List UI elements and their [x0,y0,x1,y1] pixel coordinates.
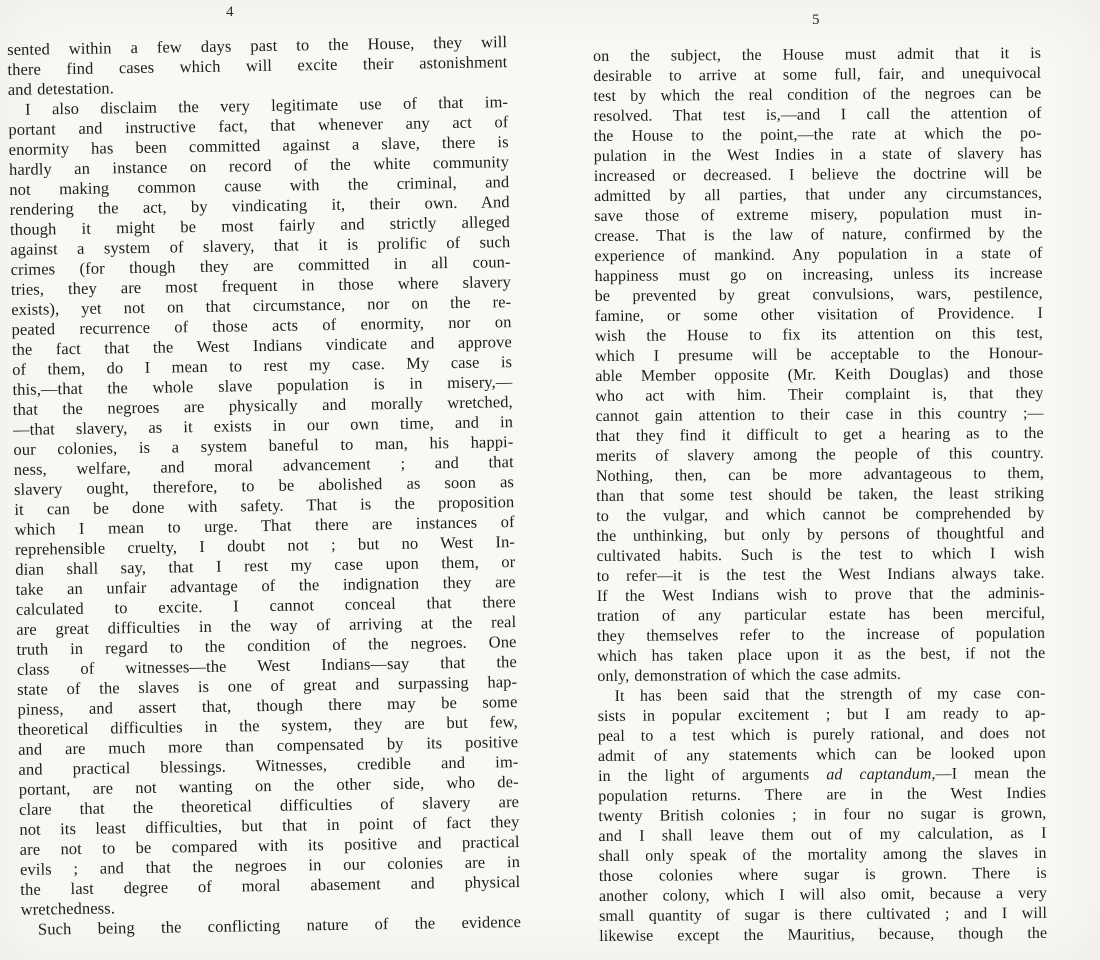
text-line: hardly an instance on record of the white community [8,152,510,179]
text-line: crease. That is the law of nature, confirmed by the [594,224,1043,245]
text-line: the unthinking, but only by persons of thoughtful and [596,524,1045,545]
text-line: state of the slaves is one of great and surpassing hap- [17,672,518,699]
text-line: slavery ought, therefore, to be abolished as soon as [13,472,515,499]
text-line: which I presume will be acceptable to the Honour- [595,344,1044,365]
text-line: famine, or some other visitation of Providence. I [594,304,1043,325]
text-line: crimes (for though they are committed in all coun- [10,252,511,279]
text-line: likewise except the Mauritius, because, though the [599,924,1048,945]
text-line: resolved. That test is,—and I call the attention of [593,104,1042,125]
text-line: there find cases which will excite their astonishment [7,52,508,79]
text-line: experience of mankind. Any population in a state of [594,244,1043,265]
text-line: the fact that the West Indians vindicate and approve [11,332,512,359]
text-line: are great difficulties in the way of arriving at the real [16,612,517,639]
text-line: who act with him. Their complaint is, that they [595,384,1044,405]
book-page-right [550,0,1100,960]
text-line: clare that the theoretical difficulties of slavery are [18,792,520,819]
text-line: rendering the act, by vindicating it, their own. And [9,192,510,219]
text-line: If the West Indians wish to prove that the adminis- [596,584,1045,605]
text-line: it can be done with safety. That is the proposition [14,492,515,519]
text-line: the last degree of moral abasement and physical [20,872,521,899]
text-line: dian shall say, that I rest my case upon them, or [15,552,516,579]
page-text-right [593,44,1047,947]
text-line: exists), yet not on that circumstance, nor on the re- [11,292,512,319]
text-line: peal to a test which is purely rational, and does not [597,724,1046,745]
text-line: test by which the real condition of the negroes can be [593,84,1042,105]
text-line: those colonies where sugar is grown. There is [598,864,1047,885]
text-line: take an unfair advantage of the indignation they are [15,572,516,599]
text-line: increased or decreased. I believe the doctrine will be [593,164,1042,185]
text-line: pulation in the West Indies in a state of slavery has [593,144,1042,165]
text-line: portant and instructive fact, that whenever any act of [8,112,509,139]
text-line: not making common cause with the criminal, and [9,172,510,199]
text-line: evils ; and that the negroes in our colonies are in [19,852,521,879]
text-line: and are much more than compensated by its positive [17,732,519,759]
text-line: are not to be compared with its positive and practical [19,832,520,859]
text-line: reprehensible cruelty, I doubt not ; but no West In- [14,532,516,559]
text-line: ness, welfare, and moral advancement ; and that [13,452,514,479]
text-line: population returns. There are in the West Indies [598,784,1047,805]
text-line: portant, are not wanting on the other side, who de- [18,772,519,799]
page-text-left [7,32,521,940]
text-line: wretchedness. [20,898,116,919]
text-line: calculated to excite. I cannot conceal that there [15,592,517,619]
text-line: in the light of arguments ad captandum,—I mean the [598,764,1047,785]
text-line: happiness must go on increasing, unless its increase [594,264,1043,285]
text-line: tries, they are most frequent in those where slavery [10,272,512,299]
text-line: tration of any particular estate has been merciful, [596,604,1046,625]
text-line: sists in popular excitement ; but I am ready to ap- [597,704,1046,725]
text-line: —that slavery, as it exists in our own time, and in [12,412,514,439]
text-line: which has taken place upon it as the best, if not the [597,644,1046,665]
page-number-left: 4 [226,4,234,20]
text-line: another colony, which I will also omit, because a very [598,884,1047,905]
text-line: not its least difficulties, but that in point of fact they [19,812,520,839]
text-line: theoretical difficulties in the system, they are but few, [17,712,518,739]
text-line: only, demonstration of which the case admits. [597,665,902,685]
text-line: truth in regard to the condition of the negroes. One [16,632,517,659]
text-line: able Member opposite (Mr. Keith Douglas) and those [595,364,1044,385]
text-line: be prevented by great convulsions, wars, pestilence, [594,284,1043,305]
text-line: that they find it difficult to get a hearing as to the [595,424,1044,445]
text-line: our colonies, is a system baneful to man, his happi- [13,432,514,459]
text-line: desirable to arrive at some full, fair, and unequivocal [593,64,1042,85]
text-line: than that some test should be taken, the least striking [596,484,1045,505]
text-line: Nothing, then, can be more advantageous to them, [595,464,1045,485]
text-line: which I mean to urge. That there are instances of [14,512,515,539]
text-line: small quantity of sugar is there cultivated ; and I will [599,904,1048,925]
text-line: twenty British colonies ; in four no sugar is grown, [598,804,1047,825]
text-line: of them, do I mean to rest my case. My case is [12,352,513,379]
text-line: class of witnesses—the West Indians—say that the [16,652,517,679]
text-line: save those of extreme misery, population must in- [594,204,1043,225]
text-line: merits of slavery among the people of this country. [595,444,1044,465]
text-line: It has been said that the strength of my case con- [614,684,1046,705]
text-line: and detestation. [7,78,115,99]
text-line: to the vulgar, and which cannot be comprehended by [596,504,1045,525]
text-line: and I shall leave them out of my calculation, as I [598,824,1047,845]
text-line: shall only speak of the mortality among the slaves in [598,844,1047,865]
text-line: on the subject, the House must admit that it is [593,44,1042,65]
text-line: though it might be most fairly and strictly alleged [9,212,511,239]
text-line: peated recurrence of those acts of enormity, nor on [11,312,512,339]
text-line: against a system of slavery, that it is prolific of such [10,232,511,259]
text-line: the House to the point,—the rate at which the po- [593,124,1042,145]
text-line: cultivated habits. Such is the test to which I wish [596,544,1045,565]
text-line: piness, and assert that, though there may be some [17,692,518,719]
text-line: they themselves refer to the increase of population [597,624,1046,645]
text-line: that the negroes are physically and morally wretched, [12,392,513,419]
text-line: admit of any statements which can be looked upon [597,744,1047,765]
text-line: admitted by all parties, that under any circumstances, [593,184,1043,205]
text-line: cannot gain attention to their case in this country ;— [595,404,1044,425]
text-line: sented within a few days past to the House, they will [7,32,508,59]
text-line: to refer—it is the test the West Indians always take. [596,564,1045,585]
text-line: Such being the conflicting nature of the evidence [37,912,522,939]
page-number-right: 5 [812,12,820,28]
text-line: wish the House to fix its attention on this test, [594,324,1044,345]
text-line: and practical blessings. Witnesses, credible and im- [18,752,519,779]
text-line: I also disclaim the very legitimate use of that im- [24,92,509,119]
text-line: this,—that the whole slave population is in misery,— [12,372,513,399]
text-line: enormity has been committed against a slave, there is [8,132,509,159]
